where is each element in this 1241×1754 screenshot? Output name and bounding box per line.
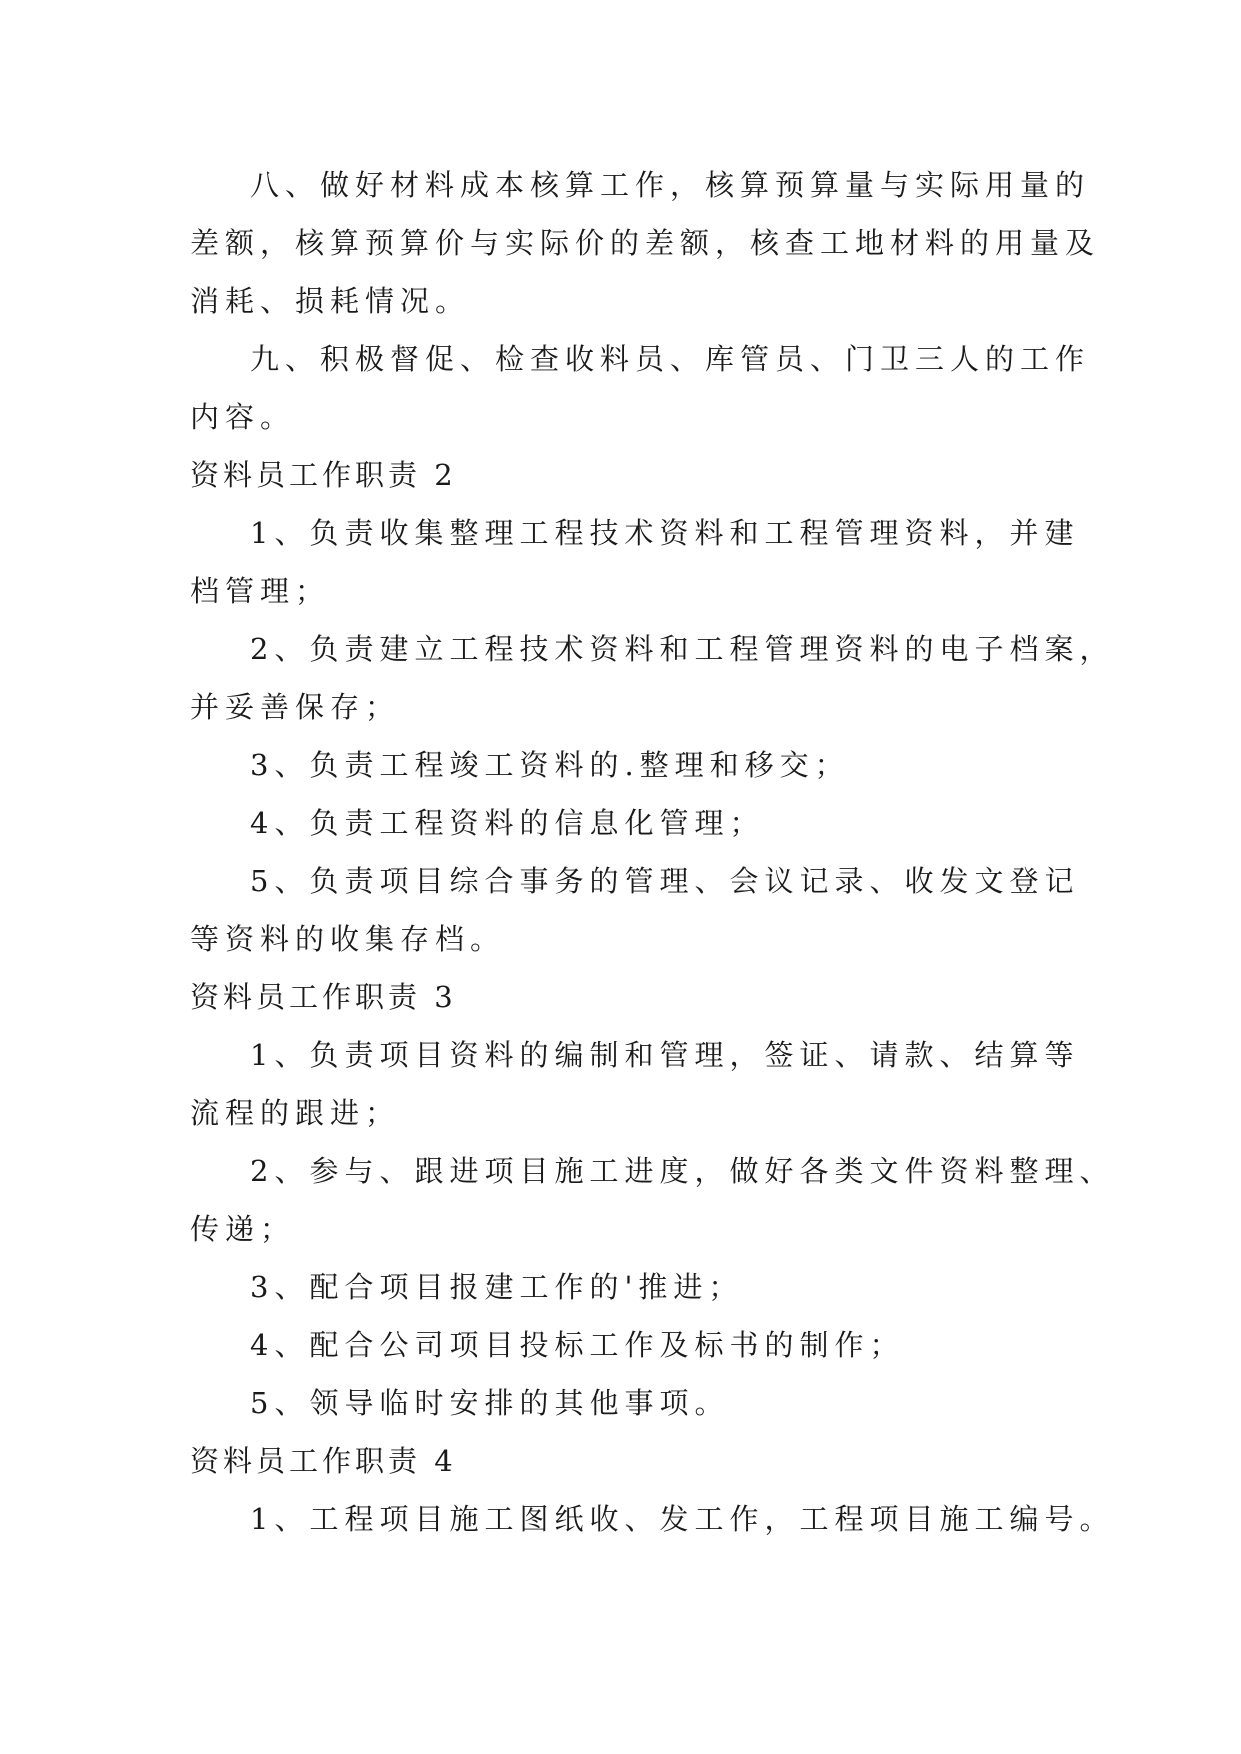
paragraph-line: 2、负责建立工程技术资料和工程管理资料的电子档案，: [250, 632, 1115, 666]
paragraph-line: 4、配合公司项目投标工作及标书的制作；: [250, 1328, 905, 1362]
paragraph-line: 内容。: [190, 400, 296, 434]
paragraph-line: 档管理；: [190, 574, 331, 608]
section-heading: 资料员工作职责 4: [190, 1444, 457, 1478]
paragraph-line: 并妥善保存；: [190, 690, 401, 724]
paragraph-line: 传递；: [190, 1212, 296, 1246]
paragraph-line: 差额，核算预算价与实际价的差额，核查工地材料的用量及: [190, 226, 1101, 260]
section-heading: 资料员工作职责 3: [190, 980, 457, 1014]
paragraph-line: 八、做好材料成本核算工作，核算预算量与实际用量的: [250, 168, 1091, 202]
paragraph-line: 等资料的收集存档。: [190, 922, 506, 956]
paragraph-line: 4、负责工程资料的信息化管理；: [250, 806, 765, 840]
paragraph-line: 5、负责项目综合事务的管理、会议记录、收发文登记: [250, 864, 1080, 898]
paragraph-line: 1、负责项目资料的编制和管理，签证、请款、结算等: [250, 1038, 1080, 1072]
section-heading: 资料员工作职责 2: [190, 458, 457, 492]
paragraph-line: 消耗、损耗情况。: [190, 284, 471, 318]
paragraph-line: 九、积极督促、检查收料员、库管员、门卫三人的工作: [250, 342, 1091, 376]
paragraph-line: 5、领导临时安排的其他事项。: [250, 1386, 730, 1420]
paragraph-line: 1、负责收集整理工程技术资料和工程管理资料，并建: [250, 516, 1080, 550]
document-body: [190, 156, 1115, 1548]
paragraph-line: 3、负责工程竣工资料的.整理和移交；: [250, 748, 850, 782]
paragraph-line: 1、工程项目施工图纸收、发工作，工程项目施工编号。: [250, 1502, 1115, 1536]
paragraph-line: 2、参与、跟进项目施工进度，做好各类文件资料整理、: [250, 1154, 1115, 1188]
paragraph-line: 流程的跟进；: [190, 1096, 401, 1130]
paragraph-line: 3、配合项目报建工作的'推进；: [250, 1270, 744, 1304]
